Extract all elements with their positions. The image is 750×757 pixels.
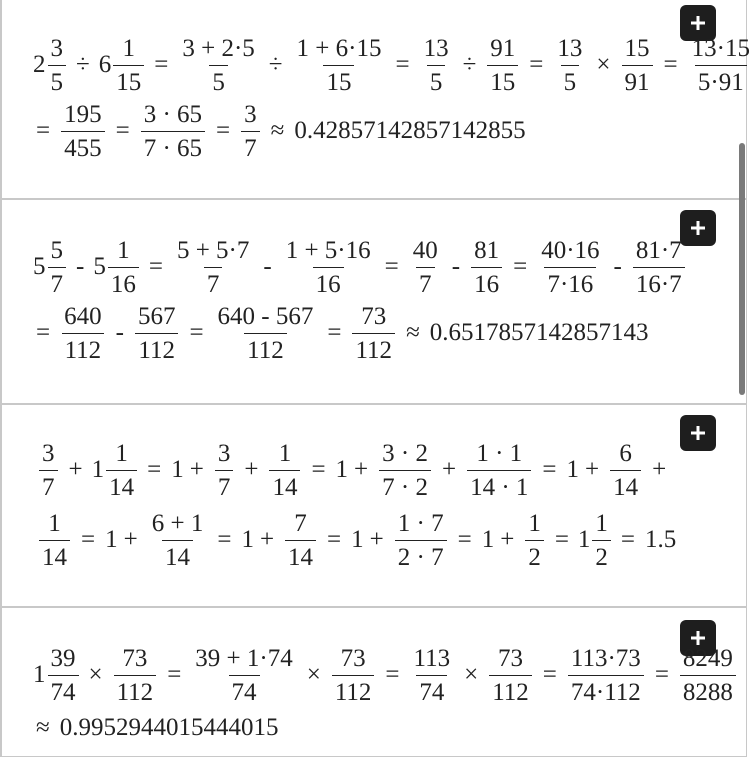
denominator: 15 [113,65,144,95]
operator: × [596,51,611,78]
whole-part: 6 [98,51,112,78]
numerator: 5 + 5·7 [176,236,250,264]
fraction [410,238,441,297]
numerator: 3 [42,439,55,467]
card-3 [0,404,747,607]
denominator: 7 [204,267,223,297]
operator: = [385,661,400,688]
numerator: 15 [624,34,650,62]
numerator: 1 [115,439,128,467]
plus-icon [690,425,706,441]
denominator: 16 [313,267,344,297]
denominator: 74 [48,675,79,705]
numerator: 1 [595,509,608,537]
denominator: 7 · 65 [141,131,205,161]
operator: + [123,526,138,553]
operator: = [620,526,636,553]
numerator: 3 [217,439,231,467]
operator: + [500,526,515,553]
whole-part: 1 [33,661,46,688]
fraction [633,238,685,297]
denominator: 15 [487,65,518,95]
whole-part: 1 [91,456,105,483]
denominator: 16·7 [633,267,685,297]
operator: = [167,661,182,688]
numerator: 39 + 1·74 [195,644,293,672]
denominator: 7 [48,267,67,297]
operator: = [311,456,326,483]
mixed-number [92,441,139,500]
fraction [141,102,205,161]
plus-icon [690,220,706,236]
operator: + [585,456,600,483]
operator: + [189,456,204,483]
numerator: 73 [340,644,366,672]
denominator: 112 [62,333,105,363]
fraction [489,646,532,705]
fraction [269,441,300,500]
operator: - [76,253,85,280]
operator: = [457,526,472,553]
denominator: 112 [489,675,532,705]
numerator: 1 + 5·16 [285,236,371,264]
denominator: 5·91 [695,65,747,95]
operator: - [263,253,272,280]
denominator: 7 [416,267,435,297]
fraction [525,511,544,570]
fraction [215,441,234,500]
operator: ÷ [462,51,477,78]
equation-line [34,439,672,501]
fraction [352,304,395,363]
numerator: 1 · 1 [476,439,523,467]
denominator: 91 [622,65,653,95]
numerator: 40 [412,236,438,264]
add-button[interactable] [680,415,716,451]
denominator: 15 [323,65,354,95]
operator: = [327,319,342,346]
operator: × [88,661,103,688]
numerator: 13 [423,34,449,62]
operator: - [451,253,461,280]
fraction [192,646,295,705]
denominator: 74 [416,675,447,705]
denominator: 74·112 [568,675,644,705]
denominator: 14 [610,470,641,500]
operator: + [652,456,667,483]
numerator: 3 · 65 [143,100,203,128]
operator: = [147,456,162,483]
operator: = [542,456,557,483]
operator: = [554,526,569,553]
denominator: 14 [162,540,193,570]
fraction [48,646,79,705]
whole-part: 2 [33,51,46,78]
number: 1 [335,456,349,483]
numerator: 1 [278,439,292,467]
fraction [149,511,207,570]
numerator: 39 [50,644,76,672]
operator: = [654,661,669,688]
denominator: 112 [114,675,157,705]
fraction [285,511,316,570]
whole-part: 1 [577,526,591,553]
whole-part: 5 [33,253,46,280]
fraction [294,36,385,95]
numerator: 1 [122,34,135,62]
fraction [61,102,105,161]
fraction [39,441,58,500]
scrollbar[interactable] [739,143,745,395]
number: 1 [241,526,254,553]
numerator: 3 · 2 [382,439,428,467]
mixed-number [99,36,146,95]
denominator: 7 · 2 [379,470,431,500]
denominator: 5 [561,65,580,95]
numerator: 1 + 6·15 [296,34,382,62]
fraction [395,511,447,570]
numerator: 73 [361,302,387,330]
fraction [680,646,736,705]
denominator: 2 · 7 [395,540,447,570]
denominator: 112 [332,675,375,705]
denominator: 5 [48,65,67,95]
fraction [113,36,144,95]
number: 1.5 [645,526,677,553]
operator: = [81,526,96,553]
denominator: 7 [39,470,58,500]
operator: = [327,526,342,553]
equation-line [30,100,526,162]
numerator: 3 + 2·5 [182,34,255,62]
denominator: 14 [106,470,137,500]
numerator: 6 + 1 [151,509,204,537]
denominator: 2 [525,540,544,570]
denominator: 16 [471,267,502,297]
operator: ≈ [406,319,420,346]
denominator: 7 [215,470,234,500]
denominator: 74 [229,675,260,705]
numerator: 3 [50,34,63,62]
numerator: 73 [498,644,523,672]
numerator: 1 [528,509,541,537]
denominator: 112 [135,333,178,363]
numerator: 113·73 [570,644,641,672]
numerator: 567 [137,302,176,330]
plus-icon [690,15,706,31]
fraction [215,304,317,363]
fraction [48,238,67,297]
operator: ≈ [36,714,50,741]
operator: × [464,661,479,688]
denominator: 7 [241,131,260,161]
numerator: 81·7 [635,236,682,264]
fraction [174,238,252,297]
mixed-number [33,646,80,705]
denominator: 5 [427,65,446,95]
operator: = [154,51,169,78]
operator: = [513,253,528,280]
operator: = [529,51,544,78]
mixed-number [578,511,612,570]
numerator: 13·15 [691,34,750,62]
fraction [379,441,431,500]
denominator: 112 [244,333,287,363]
equation-line [30,644,741,706]
operator: = [384,253,399,280]
operator: - [613,253,622,280]
fraction [568,646,644,705]
numerator: 5 [50,236,63,264]
denominator: 14 [269,470,300,500]
denominator: 5 [209,65,228,95]
operator: = [115,117,130,144]
numerator: 195 [64,100,102,128]
numerator: 1 [48,509,61,537]
number: 1 [105,526,118,553]
fraction [106,441,137,500]
number: 1 [481,526,495,553]
numerator: 73 [122,644,148,672]
operator: + [244,456,259,483]
denominator: 8288 [680,675,736,705]
card-4 [0,607,747,757]
operator: = [663,51,678,78]
numerator: 8249 [682,644,733,672]
operator: ÷ [76,51,90,78]
fraction [179,36,257,95]
numerator: 3 [244,100,257,128]
numerator: 40·16 [541,236,600,264]
numerator: 113 [413,644,451,672]
fraction [48,36,67,95]
fraction [538,238,602,297]
numerator: 6 [619,439,632,467]
fraction [610,441,641,500]
mixed-number [33,36,67,95]
fraction [108,238,139,297]
numerator: 13 [557,34,583,62]
number: 1 [351,526,364,553]
equation-line [30,236,690,298]
numerator: 1 [117,236,130,264]
card-1 [0,0,750,199]
mixed-number [33,238,67,297]
fraction [467,441,531,500]
denominator: 14 · 1 [467,470,531,500]
fraction [471,238,502,297]
numerator: 91 [490,34,516,62]
numerator: 640 [64,302,102,330]
operator: = [217,526,232,553]
operator: = [36,117,51,144]
operator: + [68,456,83,483]
operator: ÷ [268,51,283,78]
denominator: 14 [39,540,70,570]
equation-line [34,509,676,571]
fraction [283,238,374,297]
operator: = [216,117,231,144]
fraction [241,102,260,161]
operator: + [369,526,384,553]
operator: + [354,456,369,483]
card-2 [0,199,747,404]
fraction [135,304,179,363]
numerator: 81 [474,236,500,264]
operator: × [306,661,321,688]
fraction [592,511,611,570]
numerator: 1 · 7 [397,509,444,537]
operator: = [395,51,410,78]
fraction [487,36,518,95]
operator: = [189,319,204,346]
fraction [61,304,105,363]
operator: = [36,319,51,346]
equation-line [30,302,649,364]
equation-line [30,710,278,746]
fraction [689,36,750,95]
denominator: 455 [61,131,105,161]
numerator: 640 - 567 [217,302,314,330]
operator: + [259,526,275,553]
operator: = [148,253,163,280]
number: 1 [171,456,184,483]
mixed-number [93,238,140,297]
numerator: 7 [294,509,307,537]
whole-part: 5 [93,253,106,280]
equation-line [30,34,750,96]
denominator: 112 [352,333,395,363]
operator: + [441,456,457,483]
number: 1 [566,456,580,483]
fraction [114,646,157,705]
number: 0.42857142857142855 [294,117,526,144]
denominator: 14 [285,540,316,570]
fraction [411,646,454,705]
fraction [332,646,375,705]
operator: - [115,319,124,346]
fraction [554,36,585,95]
denominator: 7·16 [544,267,596,297]
denominator: 2 [592,540,611,570]
number: 0.9952944015444015 [59,714,279,741]
fraction [622,36,653,95]
number: 0.6517857142857143 [429,319,649,346]
operator: = [542,661,557,688]
fraction [421,36,452,95]
denominator: 16 [108,267,139,297]
fraction [39,511,70,570]
operator: ≈ [270,117,285,144]
